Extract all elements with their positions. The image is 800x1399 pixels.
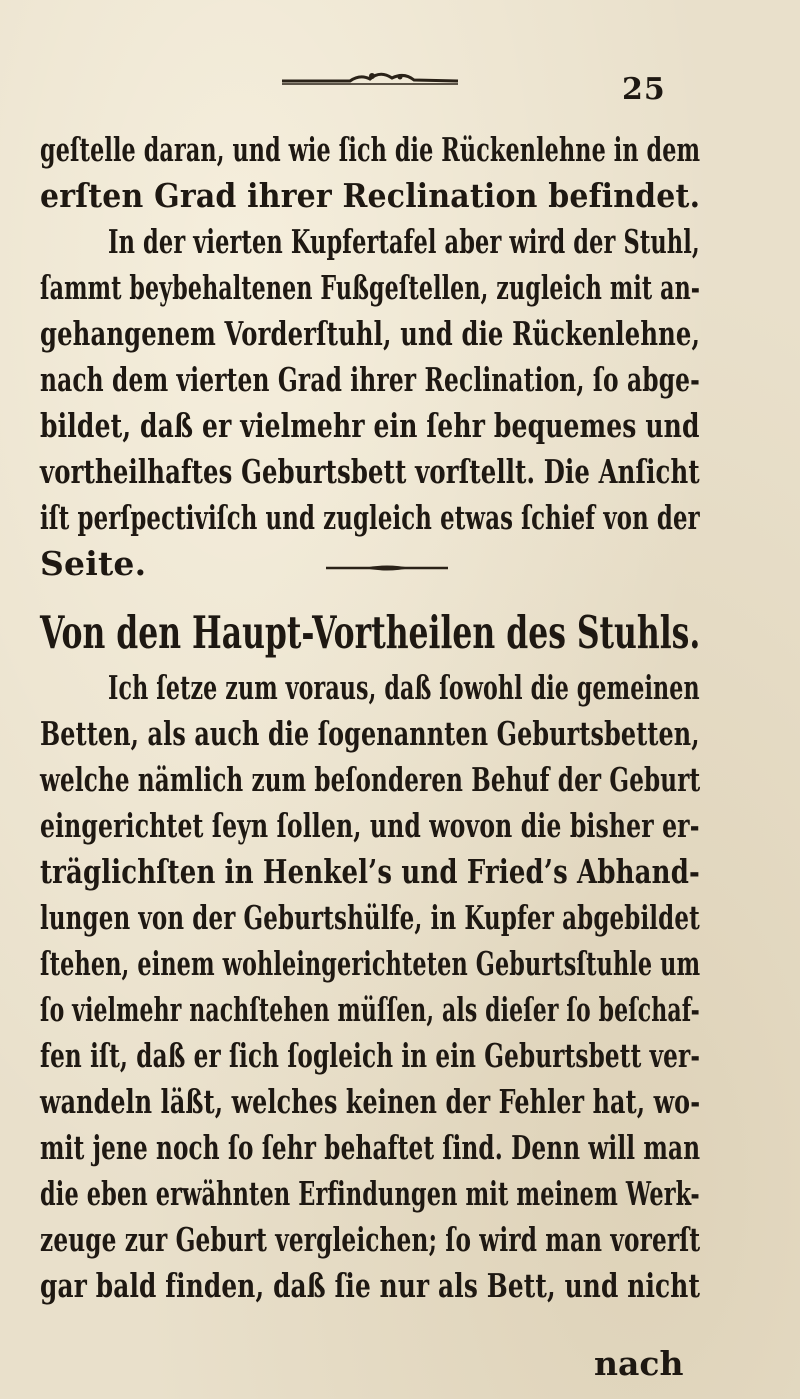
text-line: träglichſten in Henkel’s und Fried’s Abhand- xyxy=(40,852,700,891)
page-number: 25 xyxy=(622,72,666,107)
text-line: eingerichtet ſeyn ſollen, und wovon die bisher er- xyxy=(40,806,700,845)
text-line: Betten, als auch die ſogenannten Geburtsbetten, xyxy=(40,714,700,753)
text-line: lungen von der Geburtshülfe, in Kupfer abgebildet xyxy=(40,898,700,937)
text-line: die eben erwähnten Erfindungen mit meinem Werk- xyxy=(40,1174,700,1213)
text-line: wandeln läßt, welches keinen der Fehler hat, wo- xyxy=(40,1082,701,1121)
text-line: Ich ſetze zum voraus, daß ſowohl die gemeinen xyxy=(108,668,700,707)
text-line: nach dem vierten Grad ihrer Reclination, ſo abge- xyxy=(40,360,700,399)
section-heading: Von den Haupt-Vortheilen des Stuhls. xyxy=(40,606,701,659)
text-line: bildet, daß er vielmehr ein ſehr bequemes und xyxy=(40,406,700,445)
section-divider xyxy=(324,563,450,573)
text-line: Seite. xyxy=(40,544,147,583)
text-line: ſo vielmehr nachſtehen müſſen, als dieſer ſo beſchaf- xyxy=(40,990,700,1029)
header-ornament xyxy=(280,66,460,88)
text-line: welche nämlich zum beſonderen Behuf der Geburt xyxy=(40,760,701,799)
text-line: zeuge zur Geburt vergleichen; ſo wird man vorerſt xyxy=(40,1220,701,1259)
text-line: mit jene noch ſo ſehr behaftet ſind. Denn will man xyxy=(40,1128,701,1167)
text-line: vortheilhaftes Geburtsbett vorſtellt. Die Anſicht xyxy=(40,452,700,491)
text-line: geſtelle daran, und wie ſich die Rückenlehne in dem xyxy=(40,130,701,169)
text-line: erſten Grad ihrer Reclination befindet. xyxy=(40,176,701,215)
text-line: iſt perſpectiviſch und zugleich etwas ſchief von der xyxy=(40,498,700,537)
text-line: fen iſt, daß er ſich ſogleich in ein Geburtsbett ver- xyxy=(40,1036,701,1075)
text-line: gehangenem Vorderſtuhl, und die Rückenlehne, xyxy=(40,314,701,353)
text-line: gar bald finden, daß ſie nur als Bett, und nicht xyxy=(40,1266,701,1305)
text-line: In der vierten Kupfertafel aber wird der Stuhl, xyxy=(108,222,700,261)
text-line: ſammt beybehaltenen Fußgeſtellen, zugleich mit an- xyxy=(40,268,701,307)
catchword: nach xyxy=(594,1344,684,1383)
text-line: ſtehen, einem wohleingerichteten Geburtsſtuhle um xyxy=(40,944,701,983)
